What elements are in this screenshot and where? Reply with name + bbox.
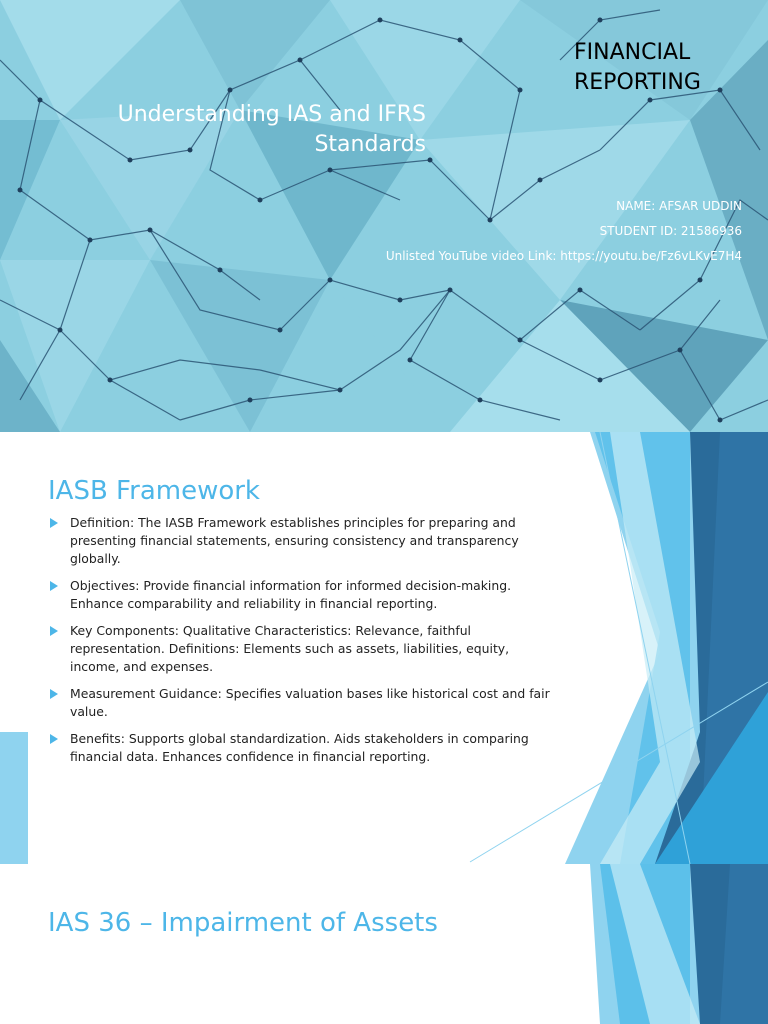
slide-heading: IASB Framework [48,476,260,506]
course-name [574,38,764,98]
slide-heading: IAS 36 – Impairment of Assets [48,908,438,938]
list-item [50,730,560,766]
list-item-text: Measurement Guidance: Specifies valuation bases like historical cost and fair value. [70,686,550,719]
decorative-shapes [0,864,768,1024]
ias36-slide [0,864,768,1024]
course-line-1: FINANCIAL [574,40,691,65]
title-slide [0,0,768,432]
list-item-text: Benefits: Supports global standardization. Aids stakeholders in comparing financial data. Enhances confidence in financial reporting. [70,731,529,764]
triangle-bullet-icon [50,626,58,636]
list-item-text: Objectives: Provide financial information for informed decision-making. Enhance comparability and reliability in financial reporting. [70,578,512,611]
author-name: NAME: AFSAR UDDIN [616,199,742,213]
triangle-bullet-icon [50,734,58,744]
triangle-bullet-icon [50,518,58,528]
student-id: STUDENT ID: 21586936 [599,224,742,238]
list-item [50,685,560,721]
course-line-2: REPORTING [574,70,701,95]
list-item [50,622,560,676]
triangle-bullet-icon [50,689,58,699]
title-line-2: Standards [314,132,426,157]
list-item-text: Key Components: Qualitative Characteristics: Relevance, faithful representation. Definitions: Elements such as assets, liabilities, equity, income, and expenses. [70,623,510,674]
title-line-1: Understanding IAS and IFRS [117,102,426,127]
iasb-framework-slide [0,432,768,864]
list-item-text: Definition: The IASB Framework establishes principles for preparing and presenting financial statements, ensuring consistency and transparency globally. [70,515,519,566]
author-info [386,194,742,269]
bullet-list [50,514,560,775]
presentation-title [86,100,426,160]
list-item [50,514,560,568]
list-item [50,577,560,613]
video-link[interactable]: Unlisted YouTube video Link: https://youtu.be/Fz6vLKvE7H4 [385,249,742,263]
triangle-bullet-icon [50,581,58,591]
